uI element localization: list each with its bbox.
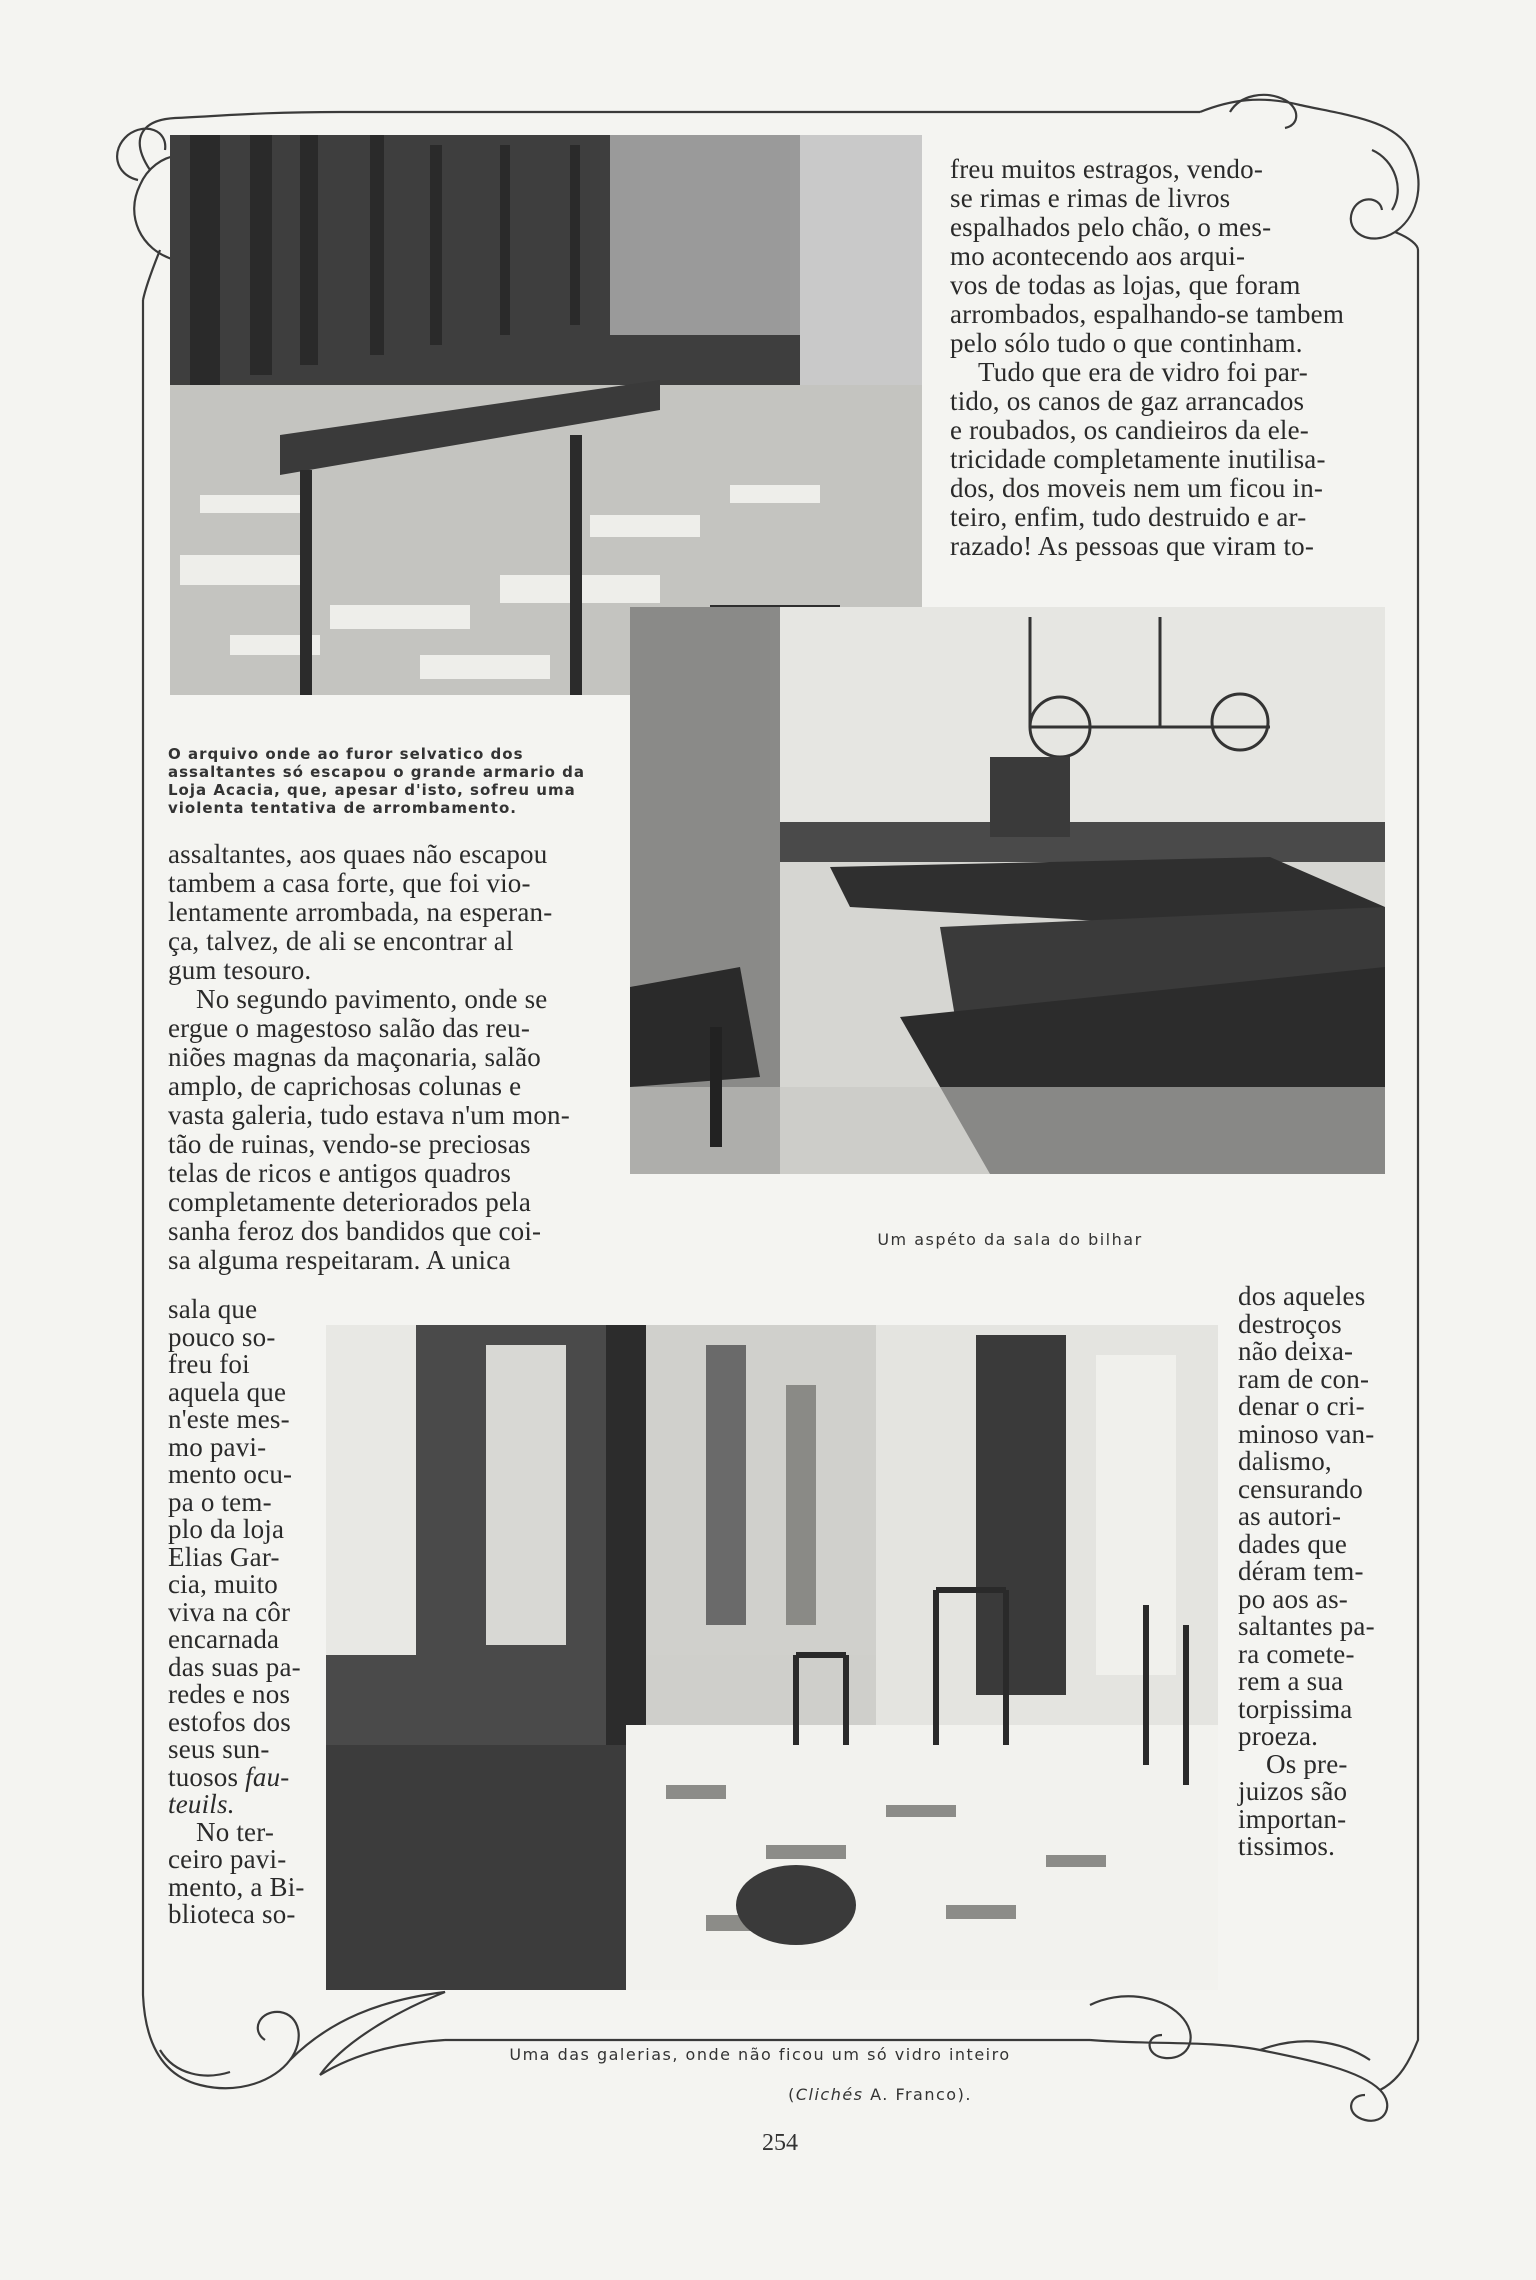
text-line: ra comete- [1238,1638,1355,1669]
text-line: dades que [1238,1528,1348,1559]
text-line: estofos dos [168,1706,291,1737]
right-top-column [950,155,1380,561]
text-line: ceiro pavi- [168,1844,287,1874]
text-line: No segundo pavimento, onde se [196,984,548,1014]
text-line: rem a sua [1238,1666,1344,1696]
text-line [168,1761,308,1792]
text-line: assaltantes, aos quaes não escapou [168,839,548,869]
text-line: mo acontecendo aos arqui- [950,241,1246,271]
text-line: aquela que [168,1376,287,1407]
text-line: saltantes pa- [1238,1611,1375,1641]
left-mid-column [168,840,603,1275]
text-line: cia, muito [168,1569,278,1599]
text-line: teiro, enfim, tudo destruido e ar- [950,502,1307,532]
text-line: sala que [168,1294,258,1324]
text-line: vos de todas as lojas, que foram [950,270,1301,300]
text-line: dos, dos moveis nem um ficou in- [950,473,1324,503]
text-line: juizos são [1238,1776,1348,1806]
text-line: das suas pa- [168,1651,301,1682]
text-line: mento, a Bi- [168,1871,305,1902]
text-line: dos aqueles [1238,1281,1366,1311]
text-line: ça, talvez, de ali se encontrar al [168,926,514,956]
text-line: arrombados, espalhando-se tambem [950,299,1345,329]
archive-caption: O arquivo onde ao furor selvatico dos assaltantes só escapou o grande armario da Loja Acacia, que, apesar d'isto, sofreu uma violenta tentativa de arrombamento. [168,745,586,817]
text-line: No ter- [196,1816,275,1847]
text-line: tambem a casa forte, que foi vio- [168,868,531,898]
text-line: mento ocu- [168,1459,293,1489]
text-line: tido, os canos de gaz arrancados [950,386,1305,416]
text-line: Elias Gar- [168,1541,280,1572]
right-narrow-column [1238,1283,1388,1861]
text-line: n'este mes- [168,1404,290,1434]
billiard-photo [630,607,1385,1174]
text-fragment: tuosos [168,1761,239,1792]
credit-rest: A. Franco). [863,2085,972,2104]
text-line: telas de ricos e antigos quadros [168,1158,512,1188]
text-line: lentamente arrombada, na esperan- [168,897,553,927]
gallery-photo [326,1325,1218,1990]
text-line: e roubados, os candieiros da ele- [950,415,1309,445]
text-line: tissimos. [1238,1831,1336,1861]
text-line: gum tesouro. [168,955,312,985]
text-line: completamente deteriorados pela [168,1187,532,1217]
text-line: pouco so- [168,1321,276,1352]
text-line: freu foi [168,1349,250,1379]
text-line: blioteca so- [168,1899,296,1929]
text-line: as autori- [1238,1501,1342,1531]
text-line: ergue o magestoso salão das reu- [168,1013,531,1043]
text-line: denar o cri- [1238,1391,1365,1421]
text-line: déram tem- [1238,1556,1364,1586]
text-line: minoso van- [1238,1418,1375,1449]
text-line: Tudo que era de vidro foi par- [978,357,1308,387]
text-line: destroços [1238,1308,1342,1339]
text-line: pelo sólo tudo o que continham. [950,328,1303,358]
italic-word: fau- [245,1761,290,1792]
left-narrow-column [168,1296,308,1929]
text-line: Os pre- [1266,1748,1348,1779]
text-line: espalhados pelo chão, o mes- [950,212,1272,242]
text-line: pa o tem- [168,1486,272,1517]
text-line: tricidade completamente inutilisa- [950,444,1326,474]
billiard-caption: Um aspéto da sala do bilhar [877,1230,1143,1249]
text-line: ram de con- [1238,1363,1370,1394]
photo-credit [700,2085,1060,2104]
text-line: dalismo, [1238,1446,1332,1476]
text-line: niões magnas da maçonaria, salão [168,1042,542,1072]
billiard-photo-illustration [630,607,1385,1174]
gallery-photo-illustration [326,1325,1218,1990]
text-line: encarnada [168,1624,280,1654]
text-line: razado! As pessoas que viram to- [950,531,1315,561]
text-line: mo pavi- [168,1431,267,1462]
text-line: proeza. [1238,1721,1319,1751]
text-line: vasta galeria, tudo estava n'um mon- [168,1100,570,1130]
text-line: não deixa- [1238,1336,1354,1366]
text-line: seus sun- [168,1734,270,1764]
text-line: censurando [1238,1473,1363,1504]
text-line: redes e nos [168,1679,291,1709]
text-line: tão de ruinas, vendo-se preciosas [168,1129,531,1159]
text-line: sa alguma respeitaram. A unica [168,1245,511,1275]
text-line: amplo, de caprichosas colunas e [168,1071,522,1101]
credit-open: ( [788,2085,796,2104]
gallery-caption: Uma das galerias, onde não ficou um só vidro inteiro [509,2045,1011,2064]
italic-word: teuils. [168,1789,235,1819]
text-line: sanha feroz dos bandidos que coi- [168,1216,542,1246]
text-line: importan- [1238,1803,1347,1834]
text-line: torpissima [1238,1693,1353,1724]
text-line [168,1791,308,1819]
text-line: po aos as- [1238,1583,1348,1614]
credit-italic: Clichés [795,2085,864,2104]
page-number: 254 [762,2130,798,2156]
text-line: se rimas e rimas de livros [950,183,1231,213]
text-line: plo da loja [168,1514,285,1544]
text-line: freu muitos estragos, vendo- [950,154,1264,184]
text-line: viva na côr [168,1596,291,1627]
